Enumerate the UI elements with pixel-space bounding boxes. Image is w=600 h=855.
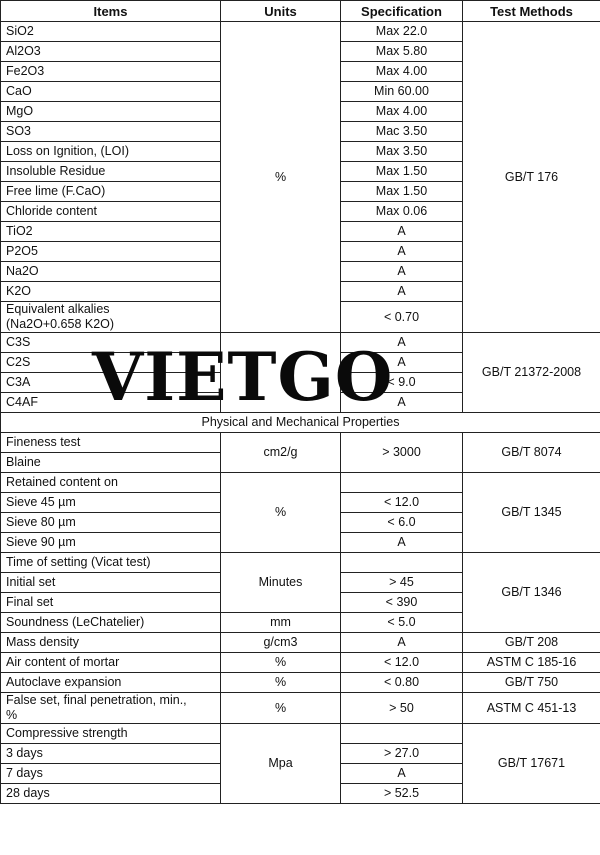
spec-cell: A xyxy=(341,353,463,373)
item-cell xyxy=(1,302,221,333)
spec-cell: A xyxy=(341,533,463,553)
header-items: Items xyxy=(1,1,221,22)
spec-cell: < 6.0 xyxy=(341,513,463,533)
spec-cell: A xyxy=(341,333,463,353)
item-cell: P2O5 xyxy=(1,242,221,262)
item-cell: Sieve 45 µm xyxy=(1,493,221,513)
item-cell: C4AF xyxy=(1,393,221,413)
table-row xyxy=(1,473,600,493)
spec-cell: Max 1.50 xyxy=(341,162,463,182)
table-row xyxy=(1,724,600,744)
spec-cell: A xyxy=(341,222,463,242)
table-row xyxy=(1,673,600,693)
spec-cell: Max 4.00 xyxy=(341,62,463,82)
item-cell xyxy=(1,693,221,724)
spec-cell: A xyxy=(341,282,463,302)
table-row xyxy=(1,22,600,42)
setting-unit-cell: Minutes xyxy=(221,553,341,613)
header-specification: Specification xyxy=(341,1,463,22)
strength-unit-cell: Mpa xyxy=(221,724,341,804)
spec-cell: A xyxy=(341,764,463,784)
spec-cell: Max 0.06 xyxy=(341,202,463,222)
header-units: Units xyxy=(221,1,341,22)
item-cell: Compressive strength xyxy=(1,724,221,744)
spec-cell: Max 3.50 xyxy=(341,142,463,162)
spec-cell: > 52.5 xyxy=(341,784,463,804)
item-cell: Insoluble Residue xyxy=(1,162,221,182)
table-row xyxy=(1,633,600,653)
unit-cell: g/cm3 xyxy=(221,633,341,653)
item-cell: C3S xyxy=(1,333,221,353)
spec-cell: < 0.80 xyxy=(341,673,463,693)
item-cell: C2S xyxy=(1,353,221,373)
chemical-method-cell: GB/T 176 xyxy=(463,22,600,333)
setting-method-cell: GB/T 1346 xyxy=(463,553,600,633)
spec-cell: A xyxy=(341,393,463,413)
item-cell: Mass density xyxy=(1,633,221,653)
spec-cell: < 12.0 xyxy=(341,653,463,673)
header-row xyxy=(1,1,600,22)
item-cell: Sieve 80 µm xyxy=(1,513,221,533)
item-cell: 28 days xyxy=(1,784,221,804)
item-cell: 7 days xyxy=(1,764,221,784)
item-cell: Retained content on xyxy=(1,473,221,493)
fineness-unit-cell: cm2/g xyxy=(221,433,341,473)
item-cell: Chloride content xyxy=(1,202,221,222)
clinker-method-cell: GB/T 21372-2008 xyxy=(463,333,600,413)
table-row xyxy=(1,433,600,453)
empty-unit-cell xyxy=(221,333,341,413)
watermark-logo: VIETGO xyxy=(92,338,394,416)
table-row xyxy=(1,693,600,724)
spec-cell: < 5.0 xyxy=(341,613,463,633)
table-row xyxy=(1,553,600,573)
spec-cell: < 390 xyxy=(341,593,463,613)
item-line: False set, final penetration, min., xyxy=(6,693,187,707)
spec-cell xyxy=(341,473,463,493)
item-cell: TiO2 xyxy=(1,222,221,242)
unit-cell: % xyxy=(221,693,341,724)
unit-cell: % xyxy=(221,673,341,693)
fineness-method-cell: GB/T 8074 xyxy=(463,433,600,473)
spec-cell: Mac 3.50 xyxy=(341,122,463,142)
spec-cell: A xyxy=(341,633,463,653)
strength-method-cell: GB/T 17671 xyxy=(463,724,600,804)
item-cell: K2O xyxy=(1,282,221,302)
spec-cell: Max 22.0 xyxy=(341,22,463,42)
item-cell: Soundness (LeChatelier) xyxy=(1,613,221,633)
section-heading-row xyxy=(1,413,600,433)
item-cell: Time of setting (Vicat test) xyxy=(1,553,221,573)
item-cell: Free lime (F.CaO) xyxy=(1,182,221,202)
item-cell: SiO2 xyxy=(1,22,221,42)
spec-cell: A xyxy=(341,242,463,262)
item-cell: Na2O xyxy=(1,262,221,282)
sieve-method-cell: GB/T 1345 xyxy=(463,473,600,553)
header-test-methods: Test Methods xyxy=(463,1,600,22)
item-line: Equivalent alkalies xyxy=(6,302,110,316)
spec-cell: Max 1.50 xyxy=(341,182,463,202)
fineness-spec-cell: > 3000 xyxy=(341,433,463,473)
table-row xyxy=(1,653,600,673)
item-cell: Initial set xyxy=(1,573,221,593)
item-cell: Sieve 90 µm xyxy=(1,533,221,553)
spec-cell: < 12.0 xyxy=(341,493,463,513)
spec-cell: < 9.0 xyxy=(341,373,463,393)
item-cell: Al2O3 xyxy=(1,42,221,62)
item-cell: Fe2O3 xyxy=(1,62,221,82)
method-cell: ASTM C 185-16 xyxy=(463,653,600,673)
chemical-unit-cell: % xyxy=(221,22,341,333)
unit-cell: % xyxy=(221,653,341,673)
spec-cell: Max 4.00 xyxy=(341,102,463,122)
method-cell: GB/T 208 xyxy=(463,633,600,653)
item-cell: Autoclave expansion xyxy=(1,673,221,693)
sieve-unit-cell: % xyxy=(221,473,341,553)
item-cell: Air content of mortar xyxy=(1,653,221,673)
spec-cell: A xyxy=(341,262,463,282)
table-row xyxy=(1,333,600,353)
item-line: (Na2O+0.658 K2O) xyxy=(6,317,115,331)
item-cell: 3 days xyxy=(1,744,221,764)
method-cell: GB/T 750 xyxy=(463,673,600,693)
item-cell: SO3 xyxy=(1,122,221,142)
spec-cell: > 27.0 xyxy=(341,744,463,764)
spec-cell: > 50 xyxy=(341,693,463,724)
unit-cell: mm xyxy=(221,613,341,633)
spec-cell xyxy=(341,553,463,573)
section-heading: Physical and Mechanical Properties xyxy=(1,413,600,433)
item-cell: Blaine xyxy=(1,453,221,473)
item-cell: Final set xyxy=(1,593,221,613)
item-cell: C3A xyxy=(1,373,221,393)
spec-cell: > 45 xyxy=(341,573,463,593)
item-cell: MgO xyxy=(1,102,221,122)
method-cell: ASTM C 451-13 xyxy=(463,693,600,724)
item-cell: Fineness test xyxy=(1,433,221,453)
item-cell: Loss on Ignition, (LOI) xyxy=(1,142,221,162)
spec-cell: Min 60.00 xyxy=(341,82,463,102)
spec-cell: < 0.70 xyxy=(341,302,463,333)
spec-cell xyxy=(341,724,463,744)
item-cell: CaO xyxy=(1,82,221,102)
spec-cell: Max 5.80 xyxy=(341,42,463,62)
item-line: % xyxy=(6,708,18,722)
